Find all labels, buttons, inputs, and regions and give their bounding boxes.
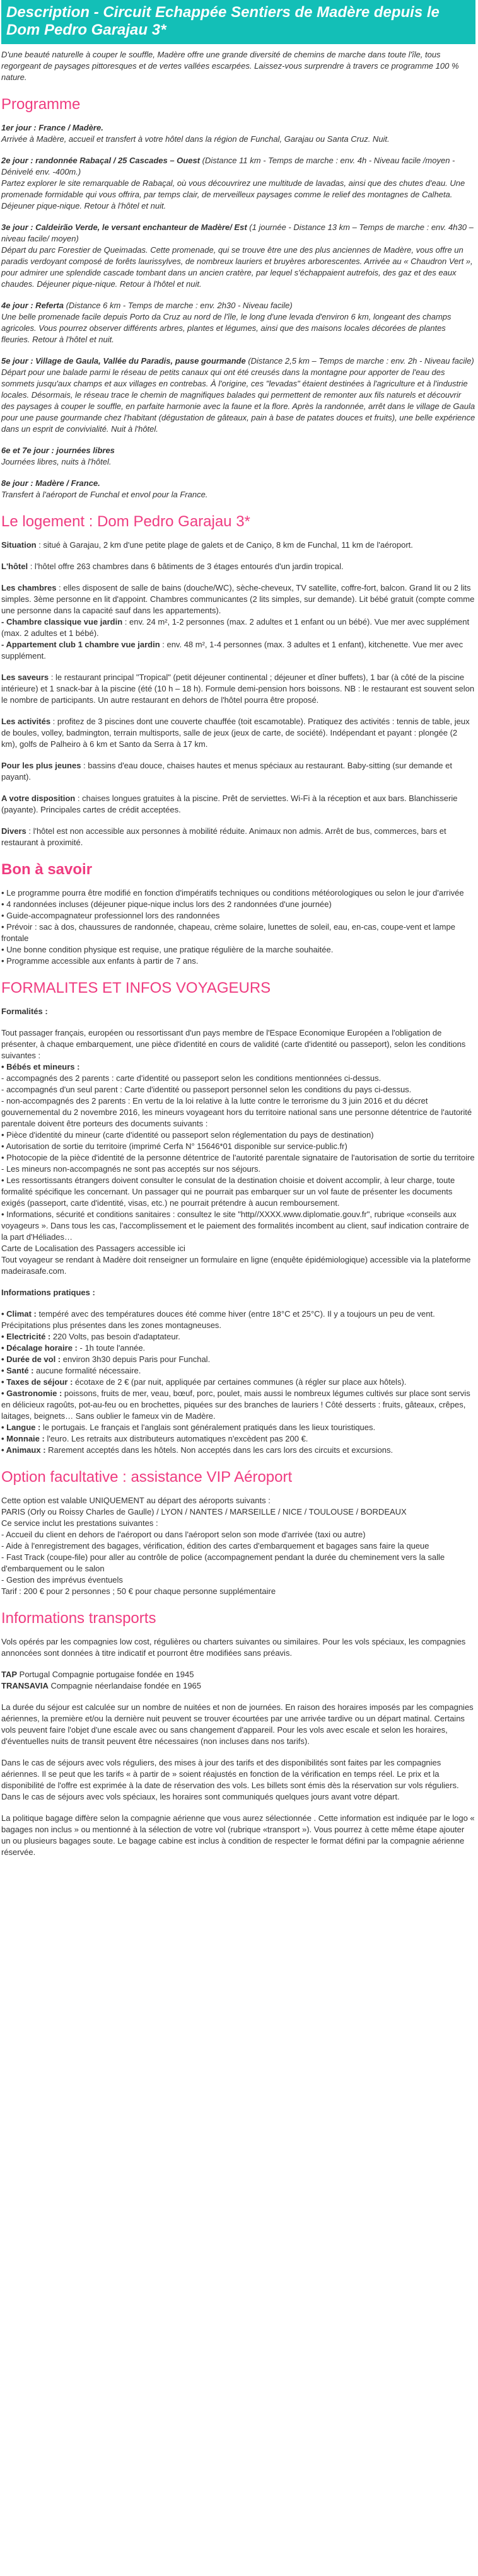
pratique-label: • Animaux : xyxy=(1,1445,46,1455)
transports-heading: Informations transports xyxy=(1,1610,156,1627)
logement-paragraph xyxy=(1,561,475,572)
pratique-text: 220 Volts, pas besoin d'adaptateur. xyxy=(50,1332,180,1341)
day-text: Transfert à l'aéroport de Funchal et envol pour la France. xyxy=(1,490,208,499)
bon-a-savoir-item: • Guide-accompagnateur professionnel lors des randonnées xyxy=(1,911,220,920)
logement-text: : profitez de 3 piscines dont une couverte chauffée (toit escamotable). Pratiquez des activités : tennis de table, jeux de boules, volley, badmington, terrain multisports, salle de jeux (jeux de carte, de société). Indépendant et payant : plongée (2 km), golfs de Palheiro à 6 km et Santo da Serra à 17 km. xyxy=(1,717,470,749)
programme-days xyxy=(1,122,475,500)
pratiques-list xyxy=(1,1308,475,1456)
logement-label: Divers xyxy=(1,826,26,836)
day-title: 5e jour : Village de Gaula, Vallée du Paradis, pause gourmande xyxy=(1,356,246,366)
bon-a-savoir-heading: Bon à savoir xyxy=(1,861,93,878)
day-title: 2e jour : randonnée Rabaçal / 25 Cascades – Ouest xyxy=(1,156,201,165)
programme-day xyxy=(1,222,475,290)
transports-pricing: Dans le cas de séjours avec vols réguliers, des mises à jour des tarifs et des disponibilités sont faites par les compagnies aériennes. Il se peut que les tarifs « à partir de » soient réajustés en fonction de la vérification en temps réel. Le prix et la disponibilité de l'offre est exprimée à la date de réservation des vols. Les billets sont émis dès la réservation sur vols réguliers. Dans le cas de séjours avec vols spéciaux, les horaires sont communiqués quelques jours avant votre départ. xyxy=(1,1758,459,1801)
formalites-line: Carte de Localisation des Passagers accessible ici xyxy=(1,1244,185,1253)
day-meta: (Distance 2,5 km – Temps de marche : env. 2h - Niveau facile) xyxy=(245,356,474,366)
programme-heading: Programme xyxy=(1,96,81,113)
pratique-text: - 1h toute l'année. xyxy=(77,1343,146,1353)
pratique-label: • Monnaie : xyxy=(1,1434,45,1443)
airline-code: TAP xyxy=(1,1670,18,1679)
logement-label: L'hôtel xyxy=(1,562,28,571)
airline-text: Portugal Compagnie portugaise fondée en 1945 xyxy=(17,1670,194,1679)
vip-line: - Aide à l'enregistrement des bagages, vérification, édition des cartes d'embarquement et bagages sans faire la queue xyxy=(1,1541,429,1551)
logement-text: : le restaurant principal "Tropical" (petit déjeuner continental ; déjeuner et dîner buffets), 1 bar (à côté de la piscine intérieure) et 1 snack-bar à la piscine (été (10 h – 18 h). Formule demi-pension hors boissons. NB : le restaurant est souvent selon le nombre de participants. Un autre restaurant en dehors de l'hôtel pourra être proposé. xyxy=(1,673,475,705)
vip-line: - Accueil du client en dehors de l'aéroport ou dans l'aéroport selon son mode d'arrivée (taxi ou autre) xyxy=(1,1530,366,1539)
formalites-line: Tout passager français, européen ou ressortissant d'un pays membre de l'Espace Economique Européen a l'obligation de présenter, à chaque embarquement, une pièce d'identité en cours de validité (carte d'identité ou passeport), selon les conditions suivantes : xyxy=(1,1028,466,1060)
airline-item xyxy=(1,1680,475,1692)
vip-heading: Option facultative : assistance VIP Aéroport xyxy=(1,1469,293,1486)
pratique-text: environ 3h30 depuis Paris pour Funchal. xyxy=(61,1354,211,1364)
logement-text: : env. 48 m², 1-4 personnes (max. 3 adultes et 1 enfant), kitchenette. Vue mer avec supplément. xyxy=(1,640,463,661)
programme-day xyxy=(1,445,475,468)
page-title: Description - Circuit Echappée Sentiers de Madère depuis le Dom Pedro Garajau 3* xyxy=(1,0,475,44)
pratique-text: le portugais. Le français et l'anglais sont généralement pratiqués dans les lieux touristiques. xyxy=(40,1423,376,1432)
bon-a-savoir-item: • 4 randonnées incluses (déjeuner pique-nique inclus lors des 2 randonnées d'une journée) xyxy=(1,899,332,909)
day-title: 4e jour : Referta xyxy=(1,301,64,310)
bon-a-savoir-item: • Le programme pourra être modifié en fonction d'impératifs techniques ou conditions météorologiques ou selon le jour d'arrivée xyxy=(1,888,464,898)
pratique-text: poissons, fruits de mer, veau, bœuf, porc, poulet, mais aussi le nombreux légumes cultivés sur place sont servis en délicieux ragoûts, pot-au-feu ou en brochettes, piquées sur des branches de lauriers ! Côté desserts : fruits, gâteaux, crêpes, laitages, beignets… Sans oublier le fameux vin de Madère. xyxy=(1,1389,470,1421)
logement-section xyxy=(1,540,475,848)
day-text: Journées libres, nuits à l'hôtel. xyxy=(1,457,112,466)
formalites-line: - accompagnés d'un seul parent : Carte d'identité ou passeport personnel selon les conditions du pays ci-dessus. xyxy=(1,1085,412,1094)
intro-text: D'une beauté naturelle à couper le souffle, Madère offre une grande diversité de chemins de marche dans toute l'île, tous regorgeant de paysages pittoresques et de vertes vallées escarpées. Laissez-vous surprendre à travers ce programme 100 % nature. xyxy=(1,50,459,82)
pratique-item xyxy=(1,1445,475,1456)
logement-label: - Chambre classique vue jardin xyxy=(1,617,123,627)
logement-text: : bassins d'eau douce, chaises hautes et menus spéciaux au restaurant. Baby-sitting (sur demande et payant). xyxy=(1,761,452,782)
vip-line: Cette option est valable UNIQUEMENT au départ des aéroports suivants : xyxy=(1,1496,271,1505)
airline-text: Compagnie néerlandaise fondée en 1965 xyxy=(48,1681,202,1690)
programme-day xyxy=(1,355,475,435)
pratique-label: • Taxes de séjour : xyxy=(1,1377,73,1387)
programme-day xyxy=(1,478,475,500)
pratique-label: • Durée de vol : xyxy=(1,1354,61,1364)
pratique-item xyxy=(1,1365,475,1377)
formalites-line: Tout voyageur se rendant à Madère doit renseigner un formulaire en ligne (enquête épidémiologique) accessible via la plateforme madeirasafe.com. xyxy=(1,1255,471,1276)
day-meta: (Distance 11 km - Temps de marche : env. 4h - Niveau facile /moyen - Dénivelé env. -400m.) xyxy=(1,156,455,176)
pratique-text: tempéré avec des températures douces été comme hiver (entre 18°C et 25°C). Il y a toujours un peu de vent. Précipitations plus présentes dans les zones montagneuses. xyxy=(1,1309,435,1330)
vip-section xyxy=(1,1495,475,1597)
transports-baggage: La politique bagage diffère selon la compagnie aérienne que vous aurez sélectionnée . Cette information est indiquée par le logo « bagages non inclus » ou mentionné à la sélection de votre vol (rubrique «transport »). Vous pourrez à cette même étape ajouter un ou plusieurs bagages soute. Le bagage cabine est inclus à condition de respecter le format défini par la compagnie aérienne réservée. xyxy=(1,1813,475,1857)
pratique-item xyxy=(1,1331,475,1343)
formalites-line: • Les ressortissants étrangers doivent consulter le consulat de la destination choisie et doivent accomplir, à leur charge, toute formalité spécifique les concernant. Un passager qui ne pourrait pas embarquer sur un vol faute de présenter les documents exigés (passeport, carte d'identité, visas, etc.) ne pourrait prétendre à aucun remboursement. xyxy=(1,1175,455,1208)
logement-text: : l'hôtel est non accessible aux personnes à mobilité réduite. Animaux non admis. Arrêt de bus, commerces, bars et restaurant à proximité. xyxy=(1,826,446,847)
pratique-text: aucune formalité nécessaire. xyxy=(33,1366,141,1375)
bon-a-savoir-list xyxy=(1,887,475,967)
day-text: Partez explorer le site remarquable de Rabaçal, où vous découvrirez une multitude de lavadas, ainsi que des chutes d'eau. Une promenade formidable qui vous offrira, par temps clair, de merveilleux paysages comme le relief des montagnes de Calheta. Déjeuner pique-nique. Retour à l'hôtel et nuit. xyxy=(1,178,465,211)
pratique-item xyxy=(1,1433,475,1445)
bon-a-savoir-item: • Une bonne condition physique est requise, une pratique régulière de la marche souhaitée. xyxy=(1,945,334,954)
day-text: Arrivée à Madère, accueil et transfert à votre hôtel dans la région de Funchal, Garajau ou Santa Cruz. Nuit. xyxy=(1,134,390,144)
day-title: 1er jour : France / Madère. xyxy=(1,123,103,132)
pratique-text: Rarement acceptés dans les hôtels. Non acceptés dans les cars lors des circuits et excursions. xyxy=(45,1445,393,1455)
logement-paragraph xyxy=(1,672,475,706)
pratique-item xyxy=(1,1354,475,1365)
formalites-line: • Autorisation de sortie du territoire (imprimé Cerfa N° 15646*01 disponible sur service-public.fr) xyxy=(1,1141,347,1151)
logement-paragraph xyxy=(1,582,475,662)
logement-label: Les activités xyxy=(1,717,51,726)
day-meta: (Distance 6 km - Temps de marche : env. 2h30 - Niveau facile) xyxy=(63,301,293,310)
formalites-section xyxy=(1,1027,475,1277)
day-text: Une belle promenade facile depuis Porto da Cruz au nord de l'île, le long d'une levada d'environ 6 km, longeant des champs agricoles. Vous pourrez observer différents arbres, plantes et légumes, ainsi que des maisons locales décorées de plantes fleuries. Retour à l'hôtel et nuit. xyxy=(1,312,452,344)
vip-line: - Gestion des imprévus éventuels xyxy=(1,1575,123,1585)
day-title: 3e jour : Caldeirão Verde, le versant enchanteur de Madère/ Est xyxy=(1,222,247,232)
programme-day xyxy=(1,300,475,345)
logement-text: : elles disposent de salle de bains (douche/WC), sèche-cheveux, TV satellite, coffre-fort, balcon. Grand lit ou 2 lits simples. 3ème personne en lit d'appoint. Chambres communicantes (2 lits simples, sur demande). Lit bébé gratuit (compte comme une personne dans la capacité sauf dans les appartements). xyxy=(1,583,475,615)
pratique-label: • Gastronomie : xyxy=(1,1389,62,1398)
logement-heading: Le logement : Dom Pedro Garajau 3* xyxy=(1,513,250,530)
logement-paragraph xyxy=(1,716,475,750)
pratique-label: • Electricité : xyxy=(1,1332,51,1341)
pratique-label: • Décalage horaire : xyxy=(1,1343,78,1353)
logement-paragraph xyxy=(1,760,475,783)
airline-list xyxy=(1,1669,475,1692)
transports-duration: La durée du séjour est calculée sur un nombre de nuitées et non de journées. En raison des horaires imposés par les compagnies aériennes, la première et/ou la dernière nuit peuvent se trouver écourtées par une arrivée tardive ou un départ matinal. Certains vols peuvent faire l'objet d'une escale avec ou sans changement d'appareil. Pour les vols avec escale et selon les horaires, d'éventuelles nuits de transit peuvent être nécessaires (non incluses dans nos tarifs). xyxy=(1,1702,474,1746)
logement-paragraph xyxy=(1,826,475,848)
day-title: 8e jour : Madère / France. xyxy=(1,478,100,488)
logement-text: : env. 24 m², 1-2 personnes (max. 2 adultes et 1 enfant ou un bébé). Vue mer avec supplément (max. 2 adultes et 1 bébé). xyxy=(1,617,470,638)
pratique-item xyxy=(1,1422,475,1433)
programme-day xyxy=(1,155,475,212)
formalites-heading: FORMALITES ET INFOS VOYAGEURS xyxy=(1,979,271,996)
pratique-label: • Santé : xyxy=(1,1366,34,1375)
vip-line: - Fast Track (coupe-file) pour aller au contrôle de police (accompagnement pendant la durée du cheminement vers la salle d'embarquement ou le salon xyxy=(1,1552,445,1573)
formalites-line: • Photocopie de la pièce d'identité de la personne détentrice de l'autorité parentale signataire de l'autorisation de sortie du territoire xyxy=(1,1153,475,1162)
logement-text: : chaises longues gratuites à la piscine. Prêt de serviettes. Wi-Fi à la réception et aux bars. Blanchisserie (payante). Principales cartes de crédit acceptées. xyxy=(1,794,458,814)
formalites-line: - accompagnés des 2 parents : carte d'identité ou passeport selon les conditions mentionnées ci-dessus. xyxy=(1,1073,382,1083)
pratique-label: • Climat : xyxy=(1,1309,37,1319)
logement-label: Les chambres xyxy=(1,583,57,592)
vip-line: PARIS (Orly ou Roissy Charles de Gaulle) / LYON / NANTES / MARSEILLE / NICE / TOULOUSE / BORDEAUX xyxy=(1,1507,407,1516)
pratique-text: l'euro. Les retraits aux distributeurs automatiques n'excèdent pas 200 €. xyxy=(44,1434,308,1443)
programme-day xyxy=(1,122,475,145)
logement-label: Situation xyxy=(1,540,37,550)
pratiques-heading: Informations pratiques : xyxy=(1,1288,95,1297)
pratique-label: • Langue : xyxy=(1,1423,41,1432)
transports-intro: Vols opérés par les compagnies low cost, régulières ou charters suivantes ou similaires. Pour les vols spéciaux, les compagnies annoncées sont données à titre indicatif et pourront être modifiées sans préavis. xyxy=(1,1637,466,1658)
day-title: 6e et 7e jour : journées libres xyxy=(1,446,115,455)
day-text: Départ du parc Forestier de Queimadas. Cette promenade, qui se trouve être une des plus anciennes de Madère, vous offre un paradis verdoyant composé de forêts laurissylves, de nombreux lauriers et bruyères arborescentes. Arrivée au « Chaudron Vert », pour admirer une splendide cascade tombant dans un ancien cratère, par lequel s'échappaient autrefois, des gaz et des eaux chaudes. Déjeuner pique-nique. Retour à l'hôtel et nuit. xyxy=(1,245,473,289)
pratique-text: écotaxe de 2 € (par nuit, appliquée par certaines communes (à régler sur place aux hôtels). xyxy=(73,1377,407,1387)
formalites-line: • Bébés et mineurs : xyxy=(1,1062,80,1071)
logement-label: Pour les plus jeunes xyxy=(1,761,81,770)
pratique-item xyxy=(1,1308,475,1331)
airline-code: TRANSAVIA xyxy=(1,1681,49,1690)
day-text: Départ pour une balade parmi le réseau de petits canaux qui ont été creusés dans la montagne pour apporter de l'eau des sommets jusqu'aux champs et aux villages en contrebas. À l'origine, ces "levadas" étaient destinées à l'agriculture et à l'industrie locales. Désormais, le réseau trace le chemin de magnifiques balades qui permettent de remonter aux fils naturels et découvrir des paysages à couper le souffle, en parfaite harmonie avec la faune et la flore. Après la randonnée, arrêt dans le village de Gaula pour une pause gourmande chez l'habitant (dégustation de gâteaux, pain à base de patates douces et fruits), une belle expérience dans un esprit de convivialité. Nuit à l'hôtel. xyxy=(1,367,475,434)
formalites-line: • Pièce d'identité du mineur (carte d'identité ou passeport selon réglementation du pays de destination) xyxy=(1,1130,374,1140)
formalites-line: - non-accompagnés des 2 parents : En vertu de la loi relative à la lutte contre le terrorisme du 3 juin 2016 et du décret gouvernemental du 2 novembre 2016, les mineurs voyageant hors du territoire national sans une personne détentrice de l'autorité parentale doivent être porteurs des documents suivants : xyxy=(1,1096,472,1128)
vip-line: Ce service inclut les prestations suivantes : xyxy=(1,1518,158,1528)
pratique-item xyxy=(1,1388,475,1422)
pratique-item xyxy=(1,1343,475,1354)
bon-a-savoir-item: • Programme accessible aux enfants à partir de 7 ans. xyxy=(1,956,199,966)
formalites-line: • Informations, sécurité et conditions sanitaires : consultez le site "http//XXXX.www.diplomatie.gouv.fr", rubrique «conseils aux voyageurs ». Dans tous les cas, l'accomplissement et le paiement des formalités incombent au client, sauf indication contraire de la part d'Héliades… xyxy=(1,1210,469,1242)
logement-paragraph xyxy=(1,540,475,551)
airline-item xyxy=(1,1669,475,1680)
logement-text: : situé à Garajau, 2 km d'une petite plage de galets et de Caniço, 8 km de Funchal, 11 km de l'aéroport. xyxy=(36,540,413,550)
logement-label: A votre disposition xyxy=(1,794,76,803)
vip-line: Tarif : 200 € pour 2 personnes ; 50 € pour chaque personne supplémentaire xyxy=(1,1586,276,1596)
logement-paragraph xyxy=(1,793,475,816)
bon-a-savoir-item: • Prévoir : sac à dos, chaussures de randonnée, chapeau, crème solaire, lunettes de soleil, eau, en-cas, coupe-vent et lampe frontale xyxy=(1,922,455,943)
day-meta: (1 journée - Distance 13 km – Temps de marche : env. 4h30 – niveau facile/ moyen) xyxy=(1,222,474,243)
formalites-subheading: Formalités : xyxy=(1,1007,48,1016)
pratique-item xyxy=(1,1377,475,1388)
logement-label: - Appartement club 1 chambre vue jardin xyxy=(1,640,160,649)
logement-label: Les saveurs xyxy=(1,673,49,682)
logement-text: : l'hôtel offre 263 chambres dans 6 bâtiments de 3 étages entourés d'un jardin tropical. xyxy=(28,562,344,571)
formalites-line: - Les mineurs non-accompagnés ne sont pas acceptés sur nos séjours. xyxy=(1,1164,261,1174)
